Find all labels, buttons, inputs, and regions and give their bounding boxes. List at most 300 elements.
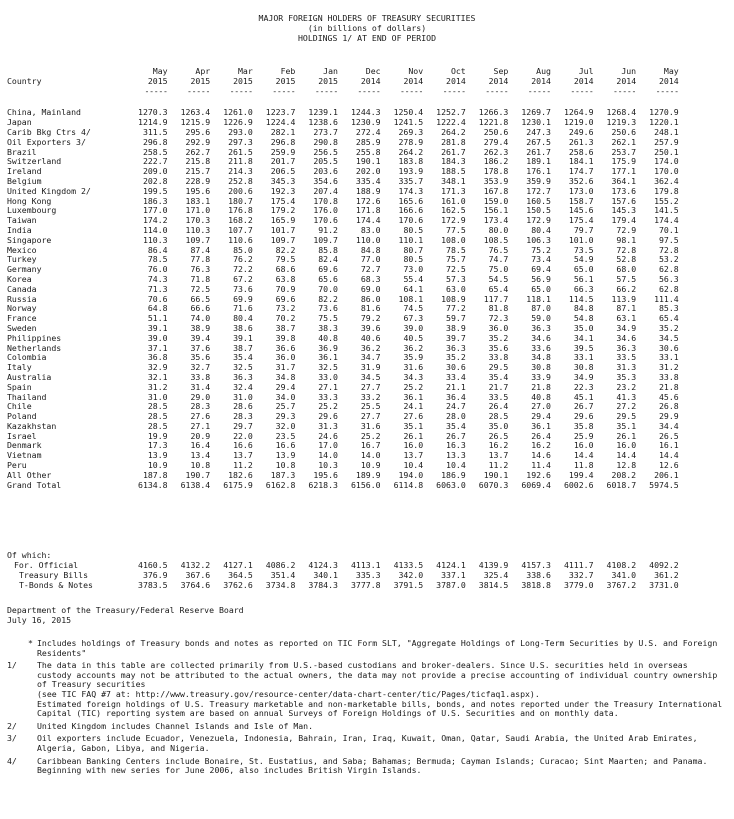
holding-value: 25.2 (360, 431, 381, 441)
holding-value: 59.7 (446, 314, 466, 324)
holding-value: 215.7 (185, 167, 211, 177)
holding-value: 297.3 (228, 137, 253, 147)
table-row (7, 295, 679, 305)
table-row (7, 314, 679, 324)
column-header-rule: ----- (570, 86, 594, 96)
holding-value: 74.5 (403, 304, 424, 314)
holding-value: 51.1 (147, 314, 168, 324)
holding-value: 1223.7 (265, 108, 296, 118)
official-value: 341.0 (611, 570, 637, 580)
holding-value: 171.8 (355, 206, 381, 216)
table-row (7, 138, 679, 148)
holding-value: 69.4 (531, 265, 551, 275)
holding-value: 183.1 (185, 196, 211, 206)
holding-value: 165.9 (270, 216, 296, 226)
holding-value: 352.6 (568, 176, 594, 186)
holding-value: 264.2 (398, 147, 424, 157)
country-name: Carib Bkg Ctrs 4/ (7, 127, 91, 137)
holding-value: 1239.1 (308, 108, 338, 118)
holding-value: 170.6 (398, 216, 424, 226)
holding-value: 39.5 (573, 343, 594, 353)
holding-value: 250.6 (483, 127, 509, 137)
holding-value: 72.8 (659, 245, 679, 255)
holding-value: 33.8 (190, 372, 211, 382)
country-name: Philippines (7, 333, 62, 343)
country-name: Singapore (7, 235, 52, 245)
holding-value: 36.6 (275, 343, 296, 353)
holding-value: 176.0 (313, 206, 338, 216)
holding-value: 25.9 (573, 431, 594, 441)
footnote-text: Beginning with new series for June 2006, also includes British Virgin Islands. (37, 765, 422, 776)
country-name: Luxembourg (7, 206, 57, 216)
table-row (7, 353, 679, 363)
footnote-text: United Kingdom includes Channel Islands and Isle of Man. (37, 720, 314, 731)
holding-value: 158.7 (568, 196, 594, 206)
column-header-year: 2014 (403, 76, 424, 86)
holding-value: 29.4 (275, 382, 296, 392)
holding-value: 33.8 (488, 353, 509, 363)
holding-value: 27.7 (360, 382, 381, 392)
holding-value: 11.4 (531, 461, 551, 471)
holding-value: 190.7 (185, 470, 211, 480)
holding-value: 190.1 (483, 470, 509, 480)
holding-value: 79.2 (360, 314, 381, 324)
holding-value: 262.1 (611, 137, 637, 147)
holding-value: 206.1 (654, 470, 679, 480)
header-spacer (7, 67, 125, 77)
holding-value: 65.6 (318, 274, 338, 284)
holding-value: 24.6 (318, 431, 338, 441)
official-value: 340.1 (313, 570, 338, 580)
holding-value: 348.1 (441, 176, 466, 186)
holding-value: 21.1 (446, 382, 466, 392)
table-row (7, 265, 679, 275)
country-name: United Kingdom 2/ (7, 186, 91, 196)
footnote-marker: 2/ (7, 720, 17, 731)
holding-value: 28.5 (147, 421, 168, 431)
holding-value: 83.0 (360, 225, 381, 235)
holding-value: 205.5 (313, 157, 338, 167)
footnote (7, 757, 727, 776)
holding-value: 85.0 (233, 245, 253, 255)
holding-value: 27.7 (360, 412, 381, 422)
holding-value: 26.1 (616, 431, 637, 441)
holding-value: 77.2 (446, 304, 466, 314)
official-row-name: Treasury Bills (19, 570, 89, 580)
holding-value: 80.4 (531, 225, 551, 235)
holding-value: 72.7 (360, 265, 381, 275)
column-header-month: Jul (578, 67, 594, 76)
holding-value: 176.8 (228, 206, 253, 216)
holding-value: 279.4 (483, 137, 509, 147)
holding-value: 186.2 (483, 157, 509, 167)
country-name: India (7, 225, 32, 235)
holding-value: 78.5 (147, 255, 168, 265)
holding-value: 34.5 (360, 372, 381, 382)
holding-value: 33.5 (616, 353, 637, 363)
holding-value: 28.5 (488, 412, 509, 422)
of-which-label: Of which: (7, 550, 52, 560)
holding-value: 67.2 (233, 274, 253, 284)
table-row (7, 197, 679, 207)
country-name: Australia (7, 372, 52, 382)
footnote-body (37, 639, 727, 658)
holding-value: 36.3 (446, 343, 466, 353)
holding-value: 161.0 (441, 196, 466, 206)
holding-value: 256.5 (313, 147, 338, 157)
holding-value: 36.3 (531, 323, 551, 333)
holding-value: 36.3 (616, 343, 637, 353)
holding-value: 179.8 (654, 186, 679, 196)
country-name: Japan (7, 118, 32, 128)
holding-value: 55.4 (403, 274, 424, 284)
holding-value: 118.1 (526, 294, 551, 304)
holding-value: 57.5 (616, 274, 637, 284)
holding-value: 79.7 (573, 225, 594, 235)
holding-value: 114.0 (142, 225, 168, 235)
holding-value: 77.0 (360, 255, 381, 265)
footnote-marker: 4/ (7, 755, 17, 766)
holding-value: 110.1 (398, 235, 424, 245)
holding-value: 19.9 (147, 431, 168, 441)
holding-value: 26.5 (659, 431, 679, 441)
holding-value: 211.8 (228, 157, 253, 167)
holding-value: 174.3 (398, 186, 424, 196)
column-header-rule: ----- (655, 86, 679, 96)
footnote-body (37, 734, 727, 753)
holding-value: 1263.4 (180, 108, 211, 118)
row-gap (7, 96, 679, 108)
holding-value: 54.5 (488, 274, 509, 284)
official-value: 325.4 (483, 570, 509, 580)
holding-value: 13.4 (190, 451, 211, 461)
header-spacer (7, 87, 125, 97)
holding-value: 56.1 (573, 274, 594, 284)
column-header-year: 2014 (573, 76, 594, 86)
holding-value: 57.3 (446, 274, 466, 284)
holding-value: 172.6 (355, 196, 381, 206)
holding-value: 14.4 (659, 451, 679, 461)
holding-value: 26.4 (531, 431, 551, 441)
country-name: France (7, 314, 37, 324)
column-header-year: 2015 (318, 76, 338, 86)
holding-value: 110.3 (185, 225, 211, 235)
official-value: 3791.5 (393, 580, 424, 590)
holding-value: 75.2 (531, 245, 551, 255)
table-row (7, 363, 679, 373)
holding-value: 75.0 (488, 265, 509, 275)
holding-value: 31.2 (147, 382, 168, 392)
holding-value: 16.6 (233, 441, 253, 451)
holding-value: 17.3 (147, 441, 168, 451)
holding-value: 27.1 (318, 382, 338, 392)
holding-value: 190.1 (355, 157, 381, 167)
table-row (7, 177, 679, 187)
holding-value: 27.6 (190, 412, 211, 422)
official-value: 3818.8 (521, 580, 551, 590)
holding-value: 108.5 (483, 235, 509, 245)
holding-value: 31.7 (275, 363, 296, 373)
holding-value: 82.2 (318, 294, 338, 304)
column-header-month: Mar (237, 67, 253, 76)
holding-value: 296.8 (142, 137, 168, 147)
holding-value: 111.4 (654, 294, 679, 304)
official-value: 3779.0 (563, 580, 594, 590)
holding-value: 293.0 (228, 127, 253, 137)
holding-value: 73.5 (573, 245, 594, 255)
holding-value: 176.1 (526, 167, 551, 177)
holding-value: 32.0 (275, 421, 296, 431)
column-header-rule: ----- (314, 86, 338, 96)
holding-value: 87.4 (190, 245, 211, 255)
holding-value: 187.3 (270, 470, 296, 480)
holding-value: 22.3 (573, 382, 594, 392)
official-value: 3767.2 (606, 580, 637, 590)
holding-value: 85.8 (318, 245, 338, 255)
holding-value: 36.1 (403, 392, 424, 402)
holding-value: 39.1 (147, 323, 168, 333)
holding-value: 35.1 (616, 421, 637, 431)
holding-value: 1269.7 (521, 108, 551, 118)
holding-value: 45.1 (573, 392, 594, 402)
holding-value: 68.6 (275, 265, 296, 275)
holding-value: 86.0 (360, 294, 381, 304)
holding-value: 17.0 (318, 441, 338, 451)
holding-value: 73.6 (318, 304, 338, 314)
holding-value: 65.4 (488, 284, 509, 294)
holding-value: 63.8 (275, 274, 296, 284)
holding-value: 175.4 (568, 216, 594, 226)
holding-value: 29.9 (659, 412, 679, 422)
column-header-month: Jan (323, 67, 338, 76)
holding-value: 199.4 (568, 470, 594, 480)
country-name: Mexico (7, 245, 37, 255)
holding-value: 40.6 (360, 333, 381, 343)
holding-value: 81.8 (488, 304, 509, 314)
holding-value: 74.3 (147, 274, 168, 284)
holding-value: 192.3 (270, 186, 296, 196)
country-name: Colombia (7, 353, 47, 363)
table-row (7, 393, 679, 403)
table-row (7, 285, 679, 295)
holding-value: 5974.5 (649, 480, 679, 490)
holding-value: 156.1 (483, 206, 509, 216)
holding-value: 33.3 (318, 392, 338, 402)
country-name: Peru (7, 461, 27, 471)
holding-value: 98.1 (616, 235, 637, 245)
holding-value: 35.2 (446, 353, 466, 363)
holding-value: 6138.4 (180, 480, 211, 490)
column-header-month: May (663, 67, 679, 76)
column-header-year: 2014 (446, 76, 466, 86)
holding-value: 16.2 (531, 441, 551, 451)
holding-value: 38.3 (318, 323, 338, 333)
table-row (7, 412, 679, 422)
table-row (7, 481, 679, 491)
holding-value: 56.3 (659, 274, 679, 284)
holding-value: 261.7 (441, 147, 466, 157)
holding-value: 37.6 (190, 343, 211, 353)
holding-value: 21.7 (488, 382, 509, 392)
holding-value: 6070.3 (478, 480, 509, 490)
column-header-rule: ----- (357, 86, 381, 96)
official-value: 3734.8 (265, 580, 296, 590)
footnote-text: (see TIC FAQ #7 at: http://www.treasury.gov/resource-center/data-chart-center/tic/Pages/ticfaq1.aspx). (37, 688, 540, 699)
country-name: Kazakhstan (7, 421, 57, 431)
holding-value: 16.7 (360, 441, 381, 451)
holding-value: 30.8 (573, 363, 594, 373)
holding-value: 16.0 (403, 441, 424, 451)
holding-value: 101.0 (568, 235, 594, 245)
holding-value: 267.5 (526, 137, 551, 147)
holding-value: 70.0 (318, 284, 338, 294)
source-date: July 16, 2015 (7, 615, 72, 625)
official-value: 4133.5 (393, 561, 424, 570)
official-value: 3784.3 (308, 580, 338, 590)
holding-value: 73.0 (403, 265, 424, 275)
holding-value: 25.7 (275, 402, 296, 412)
holding-value: 174.4 (355, 216, 381, 226)
holding-value: 32.5 (233, 363, 253, 373)
holding-value: 173.0 (568, 186, 594, 196)
official-value: 4113.1 (350, 561, 381, 570)
holding-value: 180.7 (228, 196, 253, 206)
holding-value: 175.9 (611, 157, 637, 167)
holding-value: 33.0 (318, 372, 338, 382)
holding-value: 34.5 (659, 333, 679, 343)
official-value: 3731.0 (649, 580, 679, 590)
footnote-text: Includes holdings of Treasury bonds and notes as reported on TIC Form SLT, "Aggregate Holdings of Long-Term Securities by U.S. and Foreign Residents" (37, 638, 718, 658)
footnote-text: Estimated foreign holdings of U.S. Treasury marketable and non-marketable bills, bonds, and notes reported under the Treasury International Capital (TIC) reporting system are based on annual Surveys of Foreign Holdings of U.S. Securities and on monthly data. (37, 698, 723, 719)
holding-value: 70.1 (659, 225, 679, 235)
holding-value: 207.4 (313, 186, 338, 196)
holding-value: 25.5 (360, 402, 381, 412)
official-row-name: For. Official (14, 561, 79, 570)
holding-value: 6218.3 (308, 480, 338, 490)
holding-value: 65.4 (659, 314, 679, 324)
table-row (7, 304, 679, 314)
holding-value: 262.3 (483, 147, 509, 157)
holding-value: 32.1 (147, 372, 168, 382)
column-header-year: 2014 (531, 76, 551, 86)
holding-value: 29.6 (318, 412, 338, 422)
holding-value: 228.9 (185, 176, 211, 186)
table-row (7, 128, 679, 138)
country-name: China, Mainland (7, 108, 81, 118)
holding-value: 33.5 (488, 392, 509, 402)
holding-value: 85.3 (659, 304, 679, 314)
holding-value: 35.0 (488, 421, 509, 431)
holding-value: 69.6 (275, 294, 296, 304)
holding-value: 174.2 (142, 216, 168, 226)
holding-value: 34.9 (616, 323, 637, 333)
holding-value: 290.8 (313, 137, 338, 147)
holding-value: 22.0 (233, 431, 253, 441)
country-name: Netherlands (7, 343, 62, 353)
holding-value: 16.2 (488, 441, 509, 451)
holding-value: 35.4 (488, 372, 509, 382)
table-row (7, 275, 679, 285)
holding-value: 31.0 (147, 392, 168, 402)
holding-value: 13.7 (488, 451, 509, 461)
holding-value: 107.7 (228, 225, 253, 235)
holding-value: 1221.8 (478, 118, 509, 128)
holding-value: 70.2 (275, 314, 296, 324)
holding-value: 157.6 (611, 196, 637, 206)
holding-value: 31.0 (233, 392, 253, 402)
country-name: Sweden (7, 323, 37, 333)
holding-value: 39.6 (360, 323, 381, 333)
holding-value: 82.2 (275, 245, 296, 255)
official-value: 4157.3 (521, 561, 551, 570)
holding-value: 202.8 (142, 176, 168, 186)
footnote-body (37, 661, 727, 719)
holding-value: 72.9 (616, 225, 637, 235)
holding-value: 174.4 (654, 216, 679, 226)
holding-value: 113.9 (611, 294, 637, 304)
holding-value: 182.6 (228, 470, 253, 480)
holding-value: 16.4 (190, 441, 211, 451)
table-row (7, 402, 679, 412)
holding-value: 199.5 (142, 186, 168, 196)
holding-value: 14.0 (318, 451, 338, 461)
table-row (7, 581, 679, 591)
holding-value: 64.8 (147, 304, 168, 314)
footnote-text: Oil exporters include Ecuador, Venezuela, Indonesia, Bahrain, Iran, Iraq, Kuwait, Oman, Qatar, Saudi Arabia, the United Arab Emirates, Algeria, Gabon, Libya, and Nigeria. (37, 733, 698, 753)
holding-value: 222.7 (142, 157, 168, 167)
holding-value: 66.2 (616, 284, 637, 294)
holding-value: 63.1 (616, 314, 637, 324)
holding-value: 52.8 (616, 255, 637, 265)
holding-value: 171.0 (185, 206, 211, 216)
footnote-body (37, 757, 727, 776)
holding-value: 37.1 (147, 343, 168, 353)
column-header-rule: ----- (272, 86, 296, 96)
official-value: 332.7 (568, 570, 594, 580)
holding-value: 39.4 (190, 333, 211, 343)
holding-value: 34.9 (573, 372, 594, 382)
holding-value: 66.6 (190, 304, 211, 314)
country-name: Brazil (7, 147, 37, 157)
holding-value: 177.1 (611, 167, 637, 177)
holding-value: 33.8 (659, 372, 679, 382)
holding-value: 1238.6 (308, 118, 338, 128)
country-name: Belgium (7, 176, 42, 186)
holding-value: 203.6 (313, 167, 338, 177)
holding-value: 26.7 (446, 431, 466, 441)
holding-value: 33.1 (573, 353, 594, 363)
holding-value: 36.9 (318, 343, 338, 353)
holding-value: 160.5 (526, 196, 551, 206)
holding-value: 101.7 (270, 225, 296, 235)
holding-value: 79.5 (275, 255, 296, 265)
holding-value: 84.8 (573, 304, 594, 314)
holding-value: 69.9 (233, 294, 253, 304)
holding-value: 80.0 (488, 225, 509, 235)
holding-value: 34.7 (360, 353, 381, 363)
holding-value: 26.4 (488, 402, 509, 412)
holding-value: 34.1 (573, 333, 594, 343)
holding-value: 29.7 (233, 421, 253, 431)
holding-value: 16.0 (573, 441, 594, 451)
column-header-month: Apr (195, 67, 211, 76)
holding-value: 1222.4 (436, 118, 466, 128)
holding-value: 200.6 (228, 186, 253, 196)
holding-value: 84.8 (360, 245, 381, 255)
column-header-rule: ----- (527, 86, 551, 96)
holding-value: 64.1 (403, 284, 424, 294)
holding-value: 36.2 (403, 343, 424, 353)
